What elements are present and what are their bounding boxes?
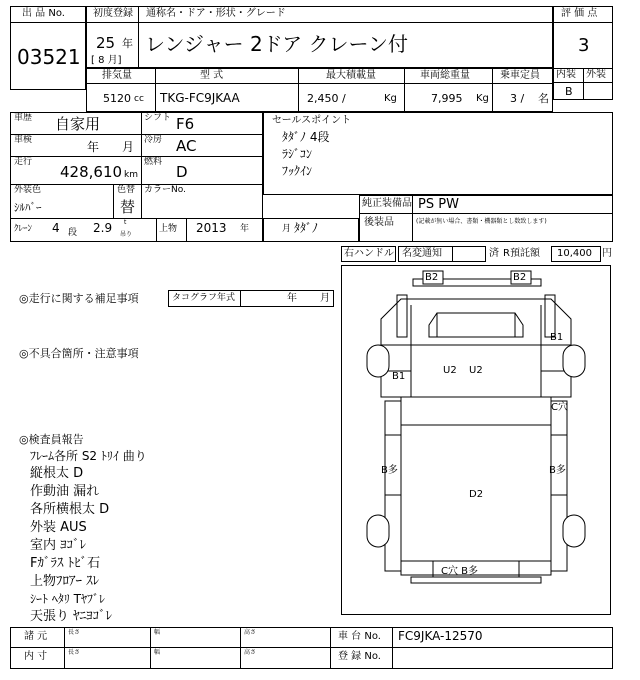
- body-year: 2013: [196, 221, 227, 235]
- gross-weight: 7,995: [431, 92, 463, 105]
- genuine-equipment-label: 純正装備品: [362, 198, 412, 209]
- defects-label: ◎不具合箇所・注意事項: [19, 347, 139, 360]
- gross-weight-label: 車両総重量: [420, 70, 470, 81]
- fuel: D: [176, 163, 188, 181]
- width-label: 幅: [154, 649, 161, 656]
- color-number-label: カラーNo.: [144, 185, 186, 195]
- displacement: 5120: [103, 92, 131, 105]
- aftermarket-label: 後装品: [364, 217, 394, 228]
- crane-capacity-unit-top: t: [124, 219, 127, 226]
- lot-number: 03521: [17, 45, 81, 69]
- width-label: 幅: [154, 629, 161, 636]
- chassis-number-label: 車 台 No.: [338, 631, 381, 642]
- inspector-item: ｼｰﾄ ﾍﾀﾘ Tﾔﾌﾞﾚ: [30, 592, 105, 606]
- truck-outline-drawing: [341, 265, 611, 615]
- recycle-fee: 10,400: [557, 248, 592, 259]
- crane-stages-unit: 段: [68, 228, 78, 238]
- first-registration-label: 初度登録: [93, 8, 133, 19]
- ac: AC: [176, 137, 197, 155]
- fuel-label: 燃料: [144, 157, 163, 167]
- capacity: 3 /: [510, 92, 525, 105]
- inspection-month: 月: [122, 140, 135, 154]
- color-change-label: 色替: [117, 185, 136, 195]
- mark-c-hole: C穴: [551, 402, 568, 413]
- recycle-status: 済: [489, 248, 499, 259]
- mileage: 428,610: [60, 163, 123, 181]
- mark-b-many-left: B多: [381, 465, 398, 476]
- model-name-label: 通称名・ドア・形状・グレード: [146, 8, 286, 19]
- history-label: 車歴: [14, 113, 33, 123]
- inspection-year: 年: [87, 140, 100, 154]
- registration-year-unit: 年: [122, 37, 133, 50]
- mark-b1-left: B1: [392, 371, 406, 382]
- mileage-label: 走行: [14, 157, 33, 167]
- exterior-grade-label: 外装: [586, 69, 606, 80]
- sales-point-1: ﾀﾀﾞﾉ 4段: [282, 130, 330, 144]
- body-label: 上物: [159, 224, 178, 234]
- inspector-item: 縦根太 D: [30, 466, 84, 481]
- sales-points-label: セールスポイント: [272, 115, 352, 126]
- displacement-label: 排気量: [102, 70, 132, 81]
- driving-notes-label: ◎走行に関する補足事項: [19, 292, 139, 305]
- score-label: 評 価 点: [561, 8, 598, 19]
- body-month-unit: 月: [282, 224, 292, 234]
- ac-label: 冷房: [144, 135, 163, 145]
- interior-grade-label: 内装: [556, 69, 576, 80]
- inspector-item: 天張り ﾔﾆﾖｺﾞﾚ: [30, 609, 113, 624]
- length-label: 長さ: [68, 629, 81, 636]
- interior-dimensions-label: 内 寸: [24, 651, 48, 662]
- lot-number-label: 出 品 No.: [22, 8, 65, 19]
- inspector-item: ﾌﾚｰﾑ各所 S2 ﾄﾘｲ 曲り: [30, 449, 147, 463]
- crane-capacity-unit: 吊り: [120, 231, 133, 238]
- tachograph-year: 年: [287, 293, 297, 304]
- interior-grade: B: [565, 85, 573, 98]
- mark-b2-right: B2: [513, 272, 527, 283]
- length-label: 長さ: [68, 649, 81, 656]
- inspector-item: 上物ﾌﾛｱｰ ｽﾚ: [30, 574, 100, 589]
- height-label: 高さ: [244, 649, 257, 656]
- crane-stages: 4: [52, 221, 60, 235]
- genuine-equipment: PS PW: [418, 197, 459, 212]
- tachograph-month: 月: [320, 293, 330, 304]
- mark-u2-a: U2: [443, 365, 457, 376]
- displacement-unit: cc: [134, 94, 144, 104]
- score-value: 3: [578, 35, 590, 56]
- sales-point-3: ﾌｯｸｲﾝ: [282, 164, 313, 178]
- body-year-unit: 年: [240, 224, 250, 234]
- name-change-label: 名変通知: [402, 248, 442, 259]
- chassis-number: FC9JKA-12570: [398, 629, 483, 643]
- mark-c-hole-bottom: C穴 B多: [441, 566, 479, 577]
- crane-label: ｸﾚｰﾝ: [14, 224, 33, 234]
- vehicle-damage-diagram: [341, 265, 611, 615]
- registration-month: [ 8 月]: [91, 55, 122, 66]
- color: ｼﾙﾊﾞｰ: [14, 201, 42, 214]
- max-load-label: 最大積載量: [326, 70, 376, 81]
- height-label: 高さ: [244, 629, 257, 636]
- crane-capacity: 2.9: [93, 221, 113, 235]
- footer-table: [10, 627, 613, 669]
- car-name: レンジャー 2ドア クレーン付: [145, 32, 409, 56]
- mark-b2-left: B2: [425, 272, 439, 283]
- tachograph-label: タコグラフ年式: [172, 293, 236, 303]
- inspector-item: 各所横根太 D: [30, 502, 110, 517]
- capacity-label: 乗車定員: [500, 70, 540, 81]
- history: 自家用: [55, 115, 101, 133]
- model-code: TKG-FC9JKAA: [160, 91, 240, 105]
- recycle-fee-unit: 円: [602, 248, 612, 259]
- registration-year: 25: [96, 34, 116, 52]
- registration-number-label: 登 録 No.: [338, 651, 381, 662]
- specs-label: 諸 元: [24, 631, 48, 642]
- shift: F6: [176, 115, 195, 133]
- capacity-unit: 名: [538, 92, 549, 105]
- shift-label: シフト: [144, 113, 172, 123]
- body-maker: ﾀﾀﾞﾉ: [294, 221, 319, 235]
- recycle-fee-label: R預託額: [503, 248, 540, 259]
- max-load: 2,450 /: [307, 92, 346, 105]
- inspector-item: 室内 ﾖｺﾞﾚ: [30, 538, 87, 553]
- sales-point-2: ﾗｼﾞｺﾝ: [282, 147, 313, 161]
- inspector-report-label: ◎検査員報告: [19, 433, 84, 446]
- steering: 右ハンドル: [344, 248, 394, 259]
- mark-u2-b: U2: [469, 365, 483, 376]
- spec-table: [86, 68, 553, 112]
- inspector-item: 外装 AUS: [30, 520, 87, 535]
- gross-weight-unit: Kg: [476, 93, 489, 104]
- color-change: 替: [120, 198, 136, 216]
- mark-b1-right: B1: [550, 332, 564, 343]
- inspection-label: 車検: [14, 135, 33, 145]
- inspector-item: 作動油 漏れ: [30, 484, 100, 499]
- inspector-item: Fｶﾞﾗｽ ﾄﾋﾞ石: [30, 556, 101, 571]
- mileage-unit: km: [124, 170, 138, 180]
- mark-d2: D2: [469, 489, 484, 500]
- aftermarket-note: (記載が無い場合、書類・機器類とし数致します): [416, 218, 547, 225]
- max-load-unit: Kg: [384, 93, 397, 104]
- model-code-label: 型 式: [200, 70, 224, 81]
- mark-b-many-right: B多: [549, 465, 566, 476]
- color-label: 外装色: [14, 185, 42, 195]
